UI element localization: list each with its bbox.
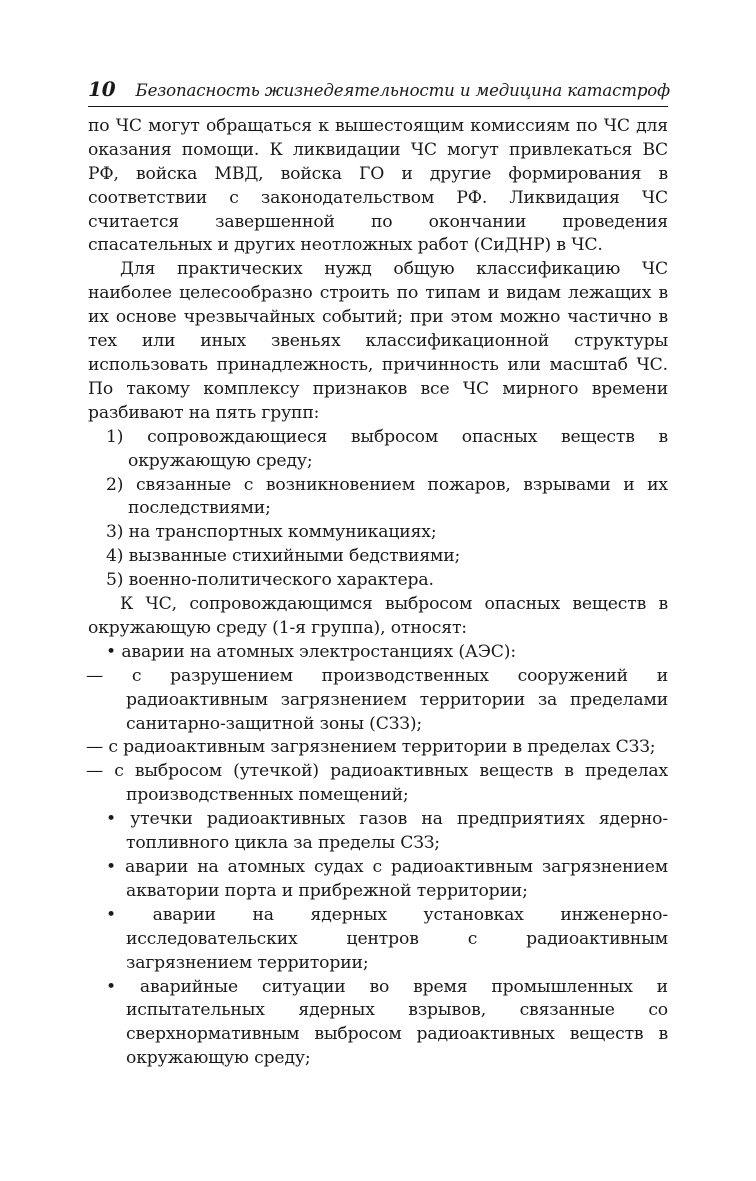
accident-list — [88, 641, 668, 1071]
item-text: на транспортных коммуникациях; — [128, 522, 437, 543]
dash-marker: — — [86, 737, 104, 758]
group-item — [88, 474, 668, 522]
paragraph-group1-intro: К ЧС, сопровождающимся выбросом опасных веществ в окружающую среду (1-я группа), относят: — [88, 594, 668, 638]
item-text: с выбросом (утечкой) радиоактивных веществ в пределах производственных помещений; — [114, 761, 668, 806]
page-number: 10 — [88, 77, 116, 101]
group-item — [88, 545, 668, 569]
item-text: утечки радиоактивных газов на предприятиях ядерно-топливного цикла за пределы СЗЗ; — [126, 809, 668, 854]
paragraph-continued: по ЧС могут обращаться к вышестоящим комиссиям по ЧС для оказания помощи. К ликвидации ЧС могут привлекаться ВС РФ, войска МВД, войска ГО и другие формирования в соответствии с законодательством РФ. Ликвидация ЧС считается завершенной по окончании проведения спасательных и других неотложных работ (СиДНР) в ЧС. — [88, 115, 668, 256]
item-number: 4) — [106, 546, 124, 567]
group-list — [88, 426, 668, 593]
item-text: с радиоактивным загрязнением территории в пределах СЗЗ; — [108, 737, 656, 758]
item-text: аварии на ядерных установках инженерно-исследовательских центров с радиоактивным загрязнением территории; — [126, 904, 668, 973]
item-number: 3) — [106, 522, 124, 543]
item-number: 5) — [106, 570, 124, 591]
bullet-marker: • — [106, 976, 116, 997]
running-title: Безопасность жизнедеятельности и медицина катастроф — [135, 81, 670, 100]
page — [88, 78, 668, 1071]
group-item — [88, 569, 668, 593]
list-item — [88, 856, 668, 904]
item-number: 1) — [106, 426, 124, 447]
item-text: связанные с возникновением пожаров, взрывами и их последствиями; — [128, 474, 668, 519]
item-number: 2) — [106, 474, 124, 495]
group-item — [88, 426, 668, 474]
list-item — [88, 904, 668, 976]
item-text: с разрушением производственных сооружений и радиоактивным загрязнением территории за пределами санитарно-защитной зоны (СЗЗ); — [126, 665, 668, 734]
bullet-marker: • — [106, 641, 116, 662]
bullet-marker: • — [106, 904, 116, 925]
item-text: аварии на атомных судах с радиоактивным загрязнением акватории порта и прибрежной территории; — [125, 857, 668, 901]
bullet-marker: • — [106, 809, 116, 830]
list-item — [88, 665, 668, 737]
list-item — [88, 808, 668, 856]
paragraph-classification: Для практических нужд общую классификацию ЧС наиболее целесообразно строить по типам и видам лежащих в их основе чрезвычайных событий; при этом можно частично в тех или иных звеньях классификационной структуры использовать принадлежность, причинность или масштаб ЧС. По такому комплексу признаков все ЧС мирного времени разбивают на пять групп: — [88, 259, 668, 423]
bullet-marker: • — [106, 857, 116, 877]
dash-marker: — — [86, 761, 104, 782]
item-text: сопровождающиеся выбросом опасных веществ в окружающую среду; — [128, 426, 668, 471]
list-item — [88, 736, 668, 760]
item-text: вызванные стихийными бедствиями; — [128, 546, 461, 567]
running-header — [88, 78, 668, 107]
list-item — [88, 760, 668, 808]
list-item — [88, 976, 668, 1072]
item-text: военно-политического характера. — [128, 570, 434, 591]
group-item — [88, 521, 668, 545]
list-item — [88, 641, 668, 665]
item-text: аварийные ситуации во время промышленных и испытательных ядерных взрывов, связанные со сверхнормативным выбросом радиоактивных веществ в окружающую среду; — [126, 976, 668, 1069]
item-text: аварии на атомных электростанциях (АЭС): — [121, 641, 516, 662]
dash-marker: — — [86, 665, 104, 686]
